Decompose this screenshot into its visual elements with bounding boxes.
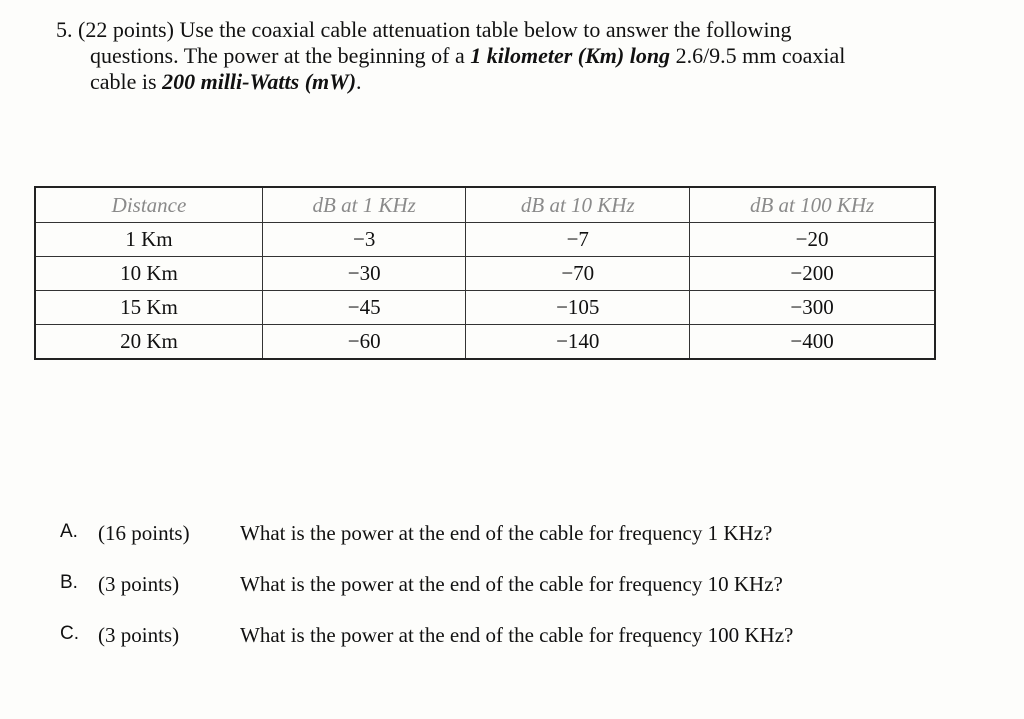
cell-db-100khz: −400 [690,325,935,360]
cell-distance: 10 Km [35,257,263,291]
problem-statement [56,17,956,95]
problem-line1-text: (22 points) Use the coaxial cable attenuation table below to answer the following [78,17,792,42]
table-row [35,223,935,257]
question-label: A. [60,521,78,542]
header-1khz: dB at 1 KHz [263,187,466,223]
problem-line2-text-a: questions. The power at the beginning of a [90,43,471,68]
table-row [35,291,935,325]
cell-db-1khz: −45 [263,291,466,325]
header-100khz: dB at 100 KHz [690,187,935,223]
table-header-row [35,187,935,223]
cell-db-10khz: −70 [466,257,690,291]
question-text: What is the power at the end of the cable for frequency 10 KHz? [240,572,783,596]
cable-length-emphasis: 1 kilometer (Km) long [470,43,671,68]
problem-line-3 [56,69,956,95]
cell-db-100khz: −300 [690,291,935,325]
input-power-emphasis: 200 milli-Watts (mW) [162,69,357,94]
cell-db-100khz: −20 [690,223,935,257]
problem-line2-text-c: 2.6/9.5 mm coaxial [670,43,846,68]
header-distance: Distance [35,187,263,223]
problem-number: 5. [56,17,73,42]
cell-db-10khz: −105 [466,291,690,325]
attenuation-table [34,186,936,360]
question-text: What is the power at the end of the cable for frequency 1 KHz? [240,521,773,545]
cell-distance: 1 Km [35,223,263,257]
cell-db-1khz: −60 [263,325,466,360]
cell-db-100khz: −200 [690,257,935,291]
cell-db-1khz: −3 [263,223,466,257]
table-row [35,325,935,360]
cell-db-10khz: −140 [466,325,690,360]
cell-distance: 20 Km [35,325,263,360]
table-row [35,257,935,291]
question-points: (3 points) [98,572,180,596]
question-text: What is the power at the end of the cable for frequency 100 KHz? [240,623,794,647]
cell-db-1khz: −30 [263,257,466,291]
question-label: B. [60,572,78,593]
header-10khz: dB at 10 KHz [466,187,690,223]
cell-distance: 15 Km [35,291,263,325]
problem-line3-text-c: . [356,69,362,94]
problem-line-1 [56,17,956,43]
question-label: C. [60,623,79,644]
question-points: (16 points) [98,521,190,545]
cell-db-10khz: −7 [466,223,690,257]
problem-line3-text-a: cable is [90,69,163,94]
question-points: (3 points) [98,623,180,647]
problem-line-2 [56,43,956,69]
